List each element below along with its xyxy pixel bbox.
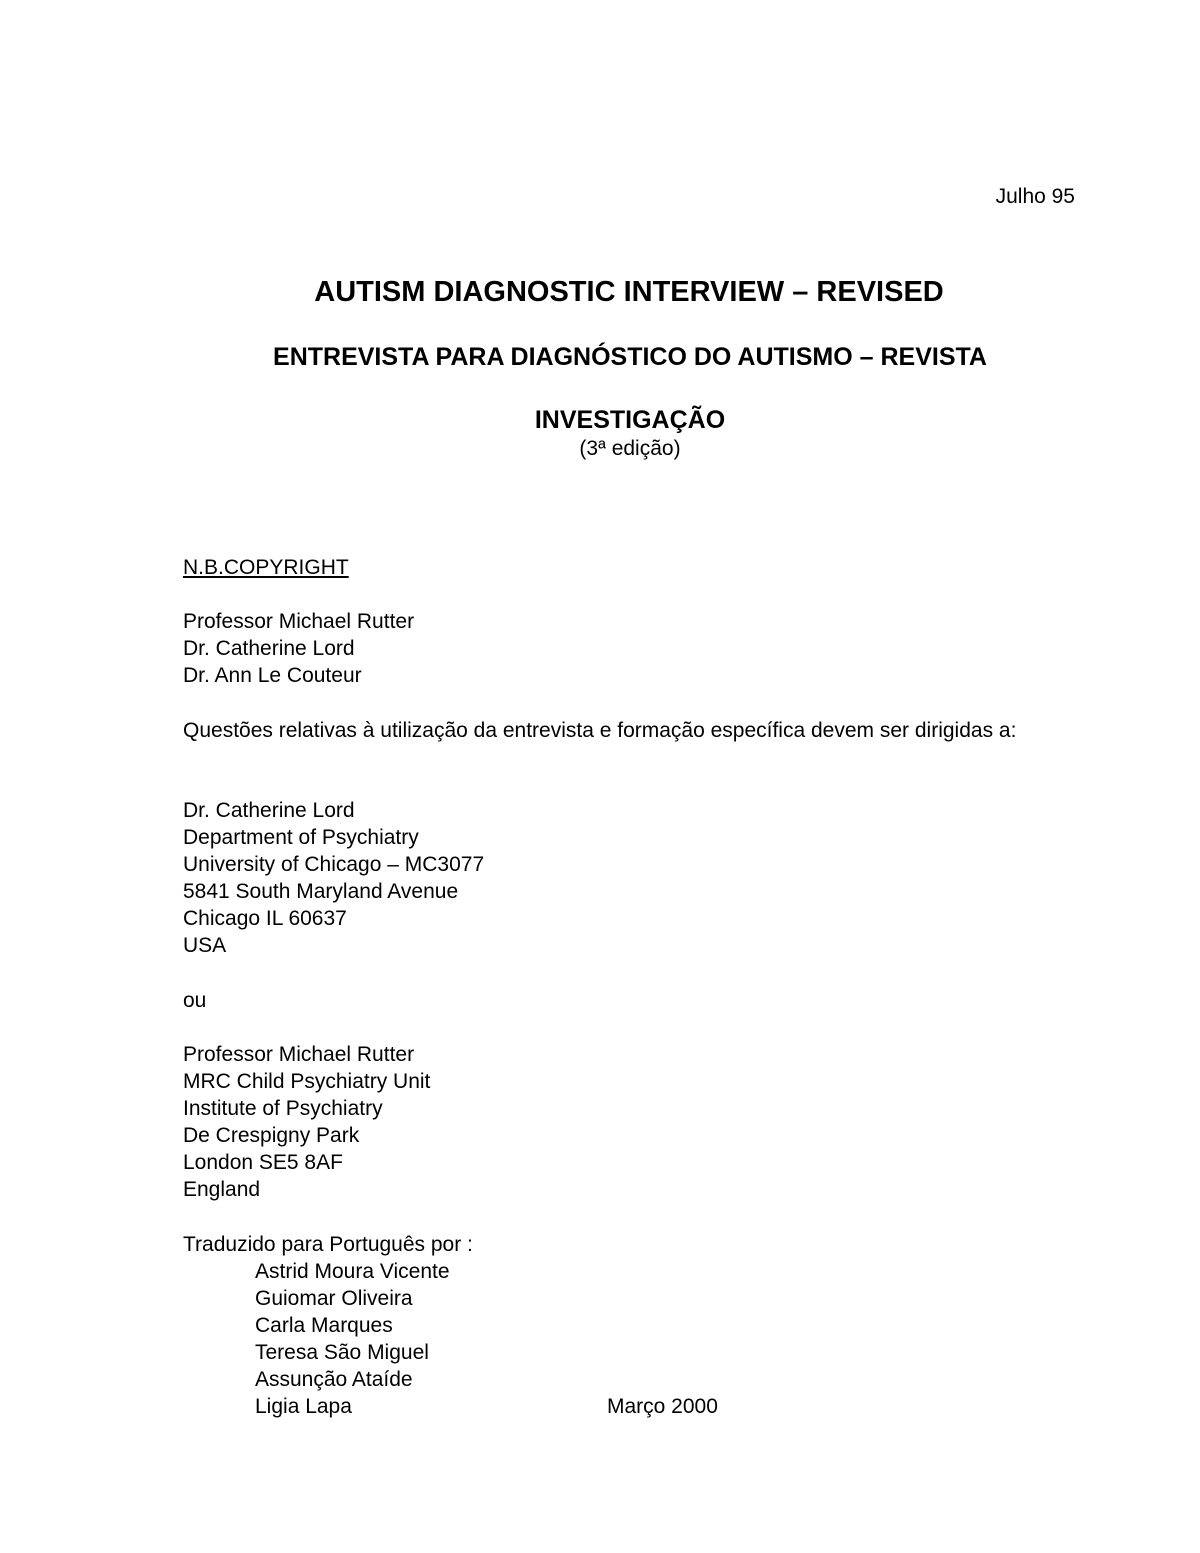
- address-line: Professor Michael Rutter: [183, 1043, 415, 1066]
- address-line: Department of Psychiatry: [183, 826, 419, 849]
- address-line: 5841 South Maryland Avenue: [183, 880, 459, 903]
- translator: Assunção Ataíde: [255, 1368, 413, 1391]
- contact-intro: Questões relativas à utilização da entrevista e formação específica devem ser dirigidas a:: [183, 719, 1017, 742]
- document-date: Julho 95: [995, 185, 1075, 208]
- translator: Astrid Moura Vicente: [255, 1260, 450, 1283]
- address-line: USA: [183, 934, 227, 957]
- address-line: Institute of Psychiatry: [183, 1097, 383, 1120]
- translation-label: Traduzido para Português por :: [183, 1233, 473, 1256]
- authors-list: [183, 608, 414, 689]
- address-line: England: [183, 1178, 261, 1201]
- translator: Ligia Lapa: [255, 1395, 352, 1418]
- author: Professor Michael Rutter: [183, 610, 415, 633]
- translator: Teresa São Miguel: [255, 1341, 429, 1364]
- address-line: University of Chicago – MC3077: [183, 853, 485, 876]
- address-chicago: [183, 797, 484, 959]
- title-english: AUTISM DIAGNOSTIC INTERVIEW – REVISED: [314, 276, 944, 308]
- address-line: Chicago IL 60637: [183, 907, 347, 930]
- address-line: Dr. Catherine Lord: [183, 799, 355, 822]
- translator: Carla Marques: [255, 1314, 393, 1337]
- translator: Guiomar Oliveira: [255, 1287, 413, 1310]
- address-line: London SE5 8AF: [183, 1151, 343, 1174]
- copyright-label: N.B.COPYRIGHT: [183, 556, 349, 579]
- author: Dr. Ann Le Couteur: [183, 664, 362, 687]
- translation-date: Março 2000: [607, 1395, 718, 1418]
- address-london: [183, 1041, 430, 1203]
- address-line: De Crespigny Park: [183, 1124, 360, 1147]
- title-portuguese: ENTREVISTA PARA DIAGNÓSTICO DO AUTISMO – REVISTA: [273, 343, 987, 371]
- subtitle: INVESTIGAÇÃO: [534, 406, 726, 434]
- or-text: ou: [183, 989, 207, 1012]
- translators-list: [255, 1258, 450, 1420]
- author: Dr. Catherine Lord: [183, 637, 355, 660]
- edition: (3ª edição): [579, 437, 681, 460]
- address-line: MRC Child Psychiatry Unit: [183, 1070, 431, 1093]
